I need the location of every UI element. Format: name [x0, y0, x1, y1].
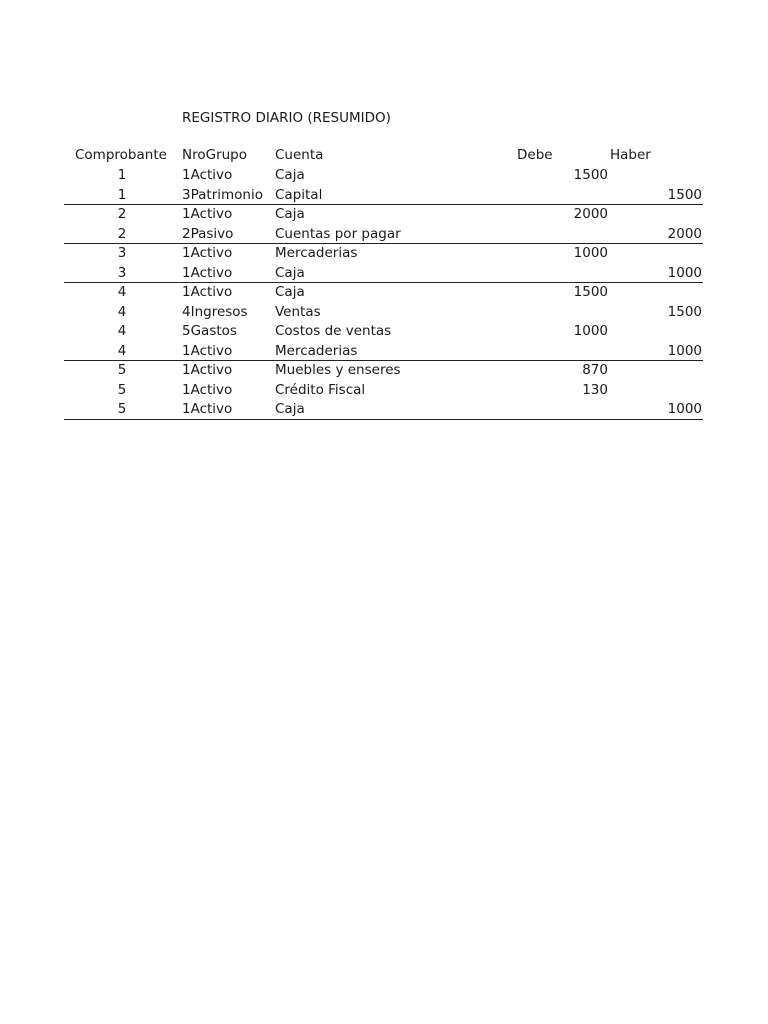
- cell-nrogrupo: 1Activo: [182, 381, 233, 398]
- table-row: [64, 283, 703, 303]
- cell-nrogrupo: 2Pasivo: [182, 225, 234, 242]
- cell-nrogrupo: 5Gastos: [182, 323, 237, 339]
- table-row: [64, 205, 703, 225]
- cell-comprobante: 4: [117, 284, 127, 300]
- cell-debe: 1500: [573, 284, 608, 300]
- cell-debe: 1000: [573, 245, 608, 261]
- cell-nrogrupo: 1Activo: [182, 342, 233, 359]
- cell-nrogrupo: 1Activo: [182, 264, 233, 281]
- cell-debe: 1500: [573, 167, 608, 183]
- cell-cuenta: Caja: [275, 264, 305, 281]
- cell-comprobante: 2: [117, 206, 127, 222]
- table-row: [64, 322, 703, 342]
- table-row: [64, 225, 703, 245]
- cell-cuenta: Cuentas por pagar: [275, 225, 401, 242]
- cell-cuenta: Costos de ventas: [275, 323, 392, 339]
- column-header-cuenta: Cuenta: [275, 147, 324, 163]
- cell-debe: 2000: [573, 206, 608, 222]
- cell-cuenta: Caja: [275, 206, 305, 222]
- cell-cuenta: Mercaderias: [275, 245, 358, 261]
- cell-comprobante: 2: [117, 225, 127, 242]
- cell-cuenta: Mercaderias: [275, 342, 358, 359]
- cell-comprobante: 3: [117, 245, 127, 261]
- table-row: [64, 186, 703, 206]
- table-row: [64, 303, 703, 323]
- cell-debe: 130: [582, 381, 608, 398]
- table-row: [64, 361, 703, 381]
- cell-haber: 1000: [667, 401, 702, 417]
- column-header-debe: Debe: [517, 147, 553, 163]
- cell-nrogrupo: 1Activo: [182, 362, 233, 378]
- cell-haber: 1000: [667, 342, 702, 359]
- cell-nrogrupo: 1Activo: [182, 245, 233, 261]
- cell-haber: 1000: [667, 264, 702, 281]
- column-header-nrogrupo: NroGrupo: [182, 147, 248, 163]
- table-row: [64, 342, 703, 362]
- journal-entries: [64, 166, 703, 420]
- cell-cuenta: Caja: [275, 284, 305, 300]
- table-row: [64, 381, 703, 401]
- table-row: [64, 400, 703, 420]
- cell-debe: 1000: [573, 323, 608, 339]
- cell-nrogrupo: 1Activo: [182, 401, 233, 417]
- cell-cuenta: Capital: [275, 186, 323, 203]
- column-header-haber: Haber: [610, 147, 651, 163]
- cell-cuenta: Crédito Fiscal: [275, 381, 366, 398]
- cell-haber: 1500: [667, 303, 702, 320]
- column-header-comprobante: Comprobante: [75, 147, 167, 163]
- cell-cuenta: Caja: [275, 167, 305, 183]
- table-row: [64, 166, 703, 186]
- cell-comprobante: 4: [117, 323, 127, 339]
- cell-cuenta: Ventas: [275, 303, 321, 320]
- cell-comprobante: 3: [117, 264, 127, 281]
- cell-comprobante: 4: [117, 303, 127, 320]
- table-header: [64, 147, 703, 165]
- cell-nrogrupo: 3Patrimonio: [182, 186, 263, 203]
- cell-cuenta: Caja: [275, 401, 305, 417]
- cell-nrogrupo: 1Activo: [182, 284, 233, 300]
- cell-cuenta: Muebles y enseres: [275, 362, 401, 378]
- cell-comprobante: 1: [117, 186, 127, 203]
- cell-comprobante: 5: [117, 401, 127, 417]
- cell-debe: 870: [582, 362, 608, 378]
- page-title: REGISTRO DIARIO (RESUMIDO): [182, 110, 391, 126]
- cell-comprobante: 5: [117, 381, 127, 398]
- cell-haber: 1500: [667, 186, 702, 203]
- cell-comprobante: 5: [117, 362, 127, 378]
- cell-comprobante: 1: [117, 167, 127, 183]
- cell-haber: 2000: [667, 225, 702, 242]
- cell-nrogrupo: 1Activo: [182, 167, 233, 183]
- table-row: [64, 244, 703, 264]
- cell-comprobante: 4: [117, 342, 127, 359]
- cell-nrogrupo: 4Ingresos: [182, 303, 248, 320]
- table-row: [64, 264, 703, 284]
- cell-nrogrupo: 1Activo: [182, 206, 233, 222]
